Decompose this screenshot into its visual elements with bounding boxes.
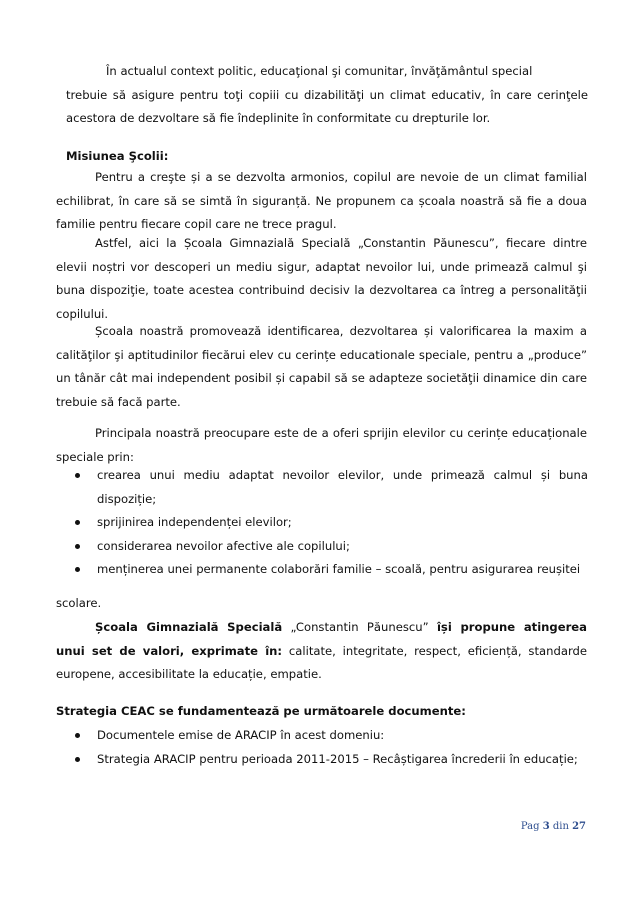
page-footer — [521, 821, 586, 832]
list-item: sprijinirea independenței elevilor; — [56, 511, 588, 535]
bullet-icon — [75, 567, 80, 572]
footer-prefix: Pag — [520, 821, 540, 832]
list-item: crearea unui mediu adaptat nevoilor elevilor, unde primează calmul și buna dispoziție; — [56, 464, 588, 511]
intro-rest: trebuie să asigure pentru toţi copiii cu dizabilităţi un climat educativ, în care cerinţele acestora de dezvoltare să fie îndeplinite în conformitate cu drepturile lor. — [66, 87, 588, 126]
continuation-text: scolare. — [56, 596, 102, 610]
intro-first-line: În actualul context politic, educaţional şi comunitar, învăţământul special — [106, 64, 533, 78]
mission-paragraph-2: Astfel, aici la Școala Gimnazială Specială „Constantin Păunescu”, fiecare dintre elevii noștri vor descoperi un mediu sigur, adaptat nevoilor lui, unde primează calmul şi buna dispoziţie, toate acestea contribuind decisiv la dezvoltarea ca întreg a personalităţii copilului. — [56, 236, 587, 321]
footer-page-total: 27 — [572, 821, 586, 832]
mission-paragraph-4: Principala noastră preocupare este de a oferi sprijin elevilor cu cerințe educaționale speciale prin: — [56, 426, 587, 464]
mission-bullet-list — [56, 464, 588, 582]
list-item: menținerea unei permanente colaborări familie – scoală, pentru asigurarea reușitei — [56, 558, 588, 582]
values-list: calitate, integritate, respect, eficiență, standarde europene, accesibilitate la educație, empatie. — [56, 643, 587, 682]
bullet-icon — [75, 544, 80, 549]
strategy-bullet-list — [56, 724, 588, 771]
bullet-icon — [75, 757, 80, 762]
values-paragraph — [56, 616, 587, 687]
mission-paragraph-3: Școala noastră promovează identificarea, dezvoltarea și valorificarea la maxim a calităţilor şi aptitudinilor fiecărui elev cu cerințe educationale speciale, pentru a „produce” un tânăr cât mai independent posibil și capabil să se adapteze societăţii dinamice din care trebuie să facă parte. — [56, 324, 587, 409]
bullet-icon — [75, 733, 80, 738]
list-item: Documentele emise de ARACIP în acest domeniu: — [56, 724, 588, 748]
bullet-icon — [75, 520, 80, 525]
strategy-heading: Strategia CEAC se fundamentează pe următoarele documente: — [56, 704, 466, 718]
intro-paragraph — [66, 60, 588, 131]
values-phrase: își propune atingerea unui set de valori, exprimate în: — [56, 620, 587, 658]
footer-middle: din — [552, 821, 569, 832]
mission-heading: Misiunea Şcolii: — [66, 149, 169, 163]
footer-page-number: 3 — [542, 821, 550, 832]
list-item: considerarea nevoilor afective ale copilului; — [56, 535, 588, 559]
school-name: Școala Gimnazială Specială — [95, 620, 283, 634]
list-item: Strategia ARACIP pentru perioada 2011-2015 – Recâștigarea încrederii în educație; — [56, 748, 588, 772]
school-quoted-name: „Constantin Păunescu” — [282, 620, 437, 634]
bullet-icon — [75, 473, 80, 478]
mission-paragraph-1: Pentru a creşte și a se dezvolta armonios, copilul are nevoie de un climat familial echilibrat, în care să se simtă în siguranță. Ne propunem ca școala noastră să fie a doua familie pentru fiecare copil care ne trece pragul. — [56, 170, 587, 232]
